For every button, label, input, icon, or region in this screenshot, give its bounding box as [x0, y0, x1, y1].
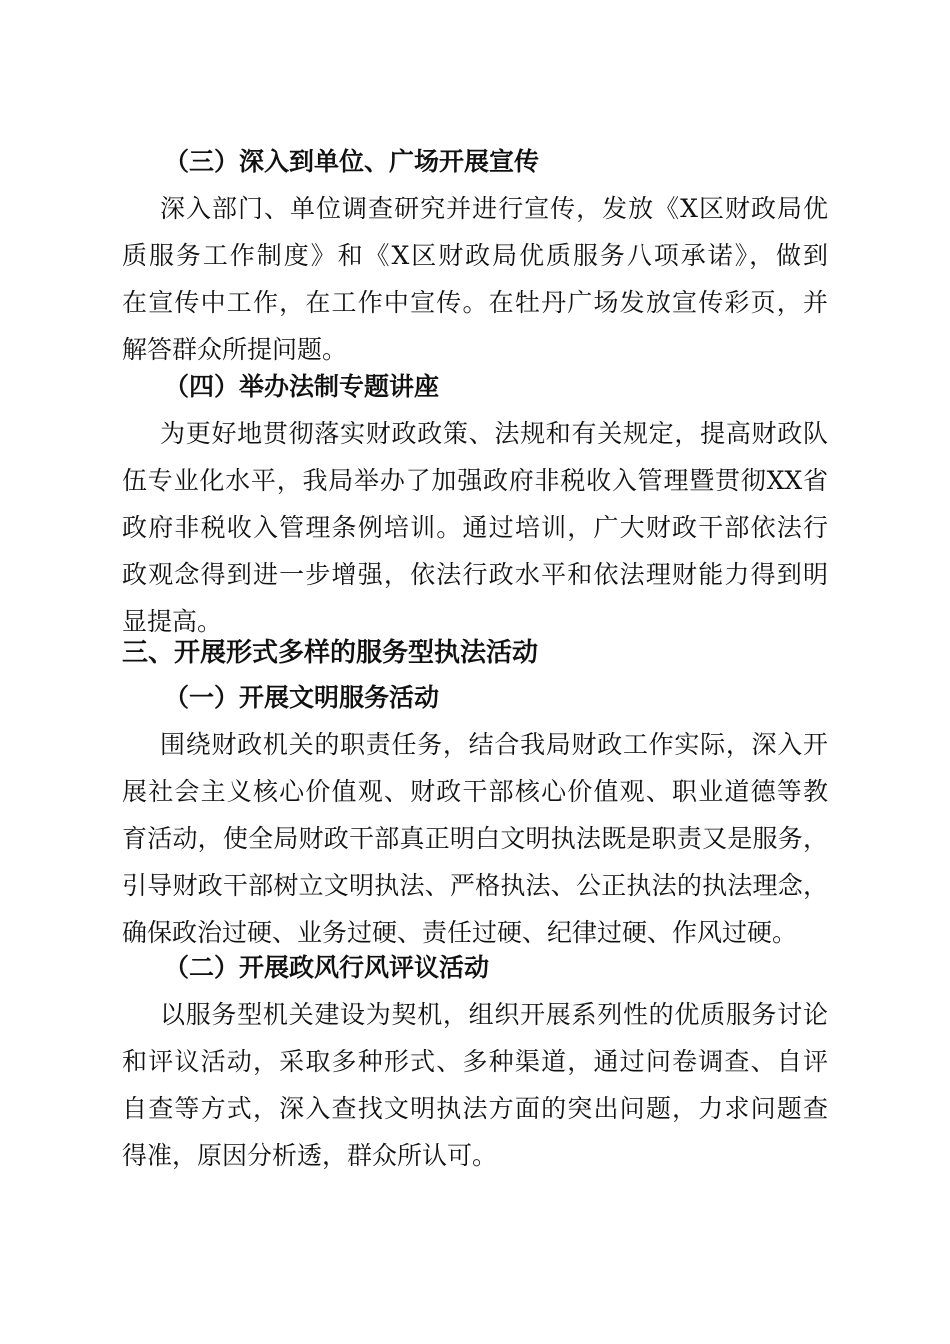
- paragraph-line: 伍专业化水平，我局举办了加强政府非税收入管理暨贯彻XX省: [122, 466, 828, 495]
- paragraph-line: 在宣传中工作，在工作中宣传。在牡丹广场发放宣传彩页，并: [122, 288, 828, 317]
- section-heading: （三）深入到单位、广场开展宣传: [164, 147, 540, 176]
- paragraph-line: 为更好地贯彻落实财政政策、法规和有关规定，提高财政队: [160, 419, 828, 448]
- paragraph-line: 引导财政干部树立文明执法、严格执法、公正执法的执法理念，: [122, 871, 828, 900]
- section-civil-service: [122, 674, 828, 956]
- paragraph-line: 深入部门、单位调查研究并进行宣传，发放《X区财政局优: [160, 194, 828, 223]
- paragraph-line: 展社会主义核心价值观、财政干部核心价值观、职业道德等教: [122, 777, 828, 806]
- section-style-review: [122, 944, 828, 1179]
- section-heading: （四）举办法制专题讲座: [164, 372, 440, 401]
- section-heading: （一）开展文明服务活动: [164, 683, 440, 712]
- section-promotion: [122, 138, 828, 373]
- paragraph-line: 政观念得到进一步增强，依法行政水平和依法理财能力得到明: [122, 560, 828, 589]
- section-legal-lecture: [122, 363, 828, 645]
- paragraph-line: 得准，原因分析透，群众所认可。: [122, 1141, 498, 1170]
- section-heading: （二）开展政风行风评议活动: [164, 953, 490, 982]
- paragraph-line: 质服务工作制度》和《X区财政局优质服务八项承诺》，做到: [122, 241, 828, 270]
- paragraph-line: 自查等方式，深入查找文明执法方面的突出问题，力求问题查: [122, 1094, 828, 1123]
- paragraph-line: 政府非税收入管理条例培训。通过培训，广大财政干部依法行: [122, 513, 828, 542]
- paragraph-line: 育活动，使全局财政干部真正明白文明执法既是职责又是服务，: [122, 824, 828, 853]
- paragraph-line: 确保政治过硬、业务过硬、责任过硬、纪律过硬、作风过硬。: [122, 918, 798, 947]
- paragraph-line: 围绕财政机关的职责任务，结合我局财政工作实际，深入开: [160, 730, 828, 759]
- chapter-heading: 三、开展形式多样的服务型执法活动: [122, 638, 539, 668]
- chapter-three: [122, 630, 828, 677]
- paragraph-line: 解答群众所提问题。: [122, 335, 348, 364]
- paragraph-line: 显提高。: [122, 607, 223, 636]
- paragraph-line: 以服务型机关建设为契机，组织开展系列性的优质服务讨论: [160, 1000, 828, 1029]
- paragraph-line: 和评议活动，采取多种形式、多种渠道，通过问卷调查、自评: [122, 1047, 828, 1076]
